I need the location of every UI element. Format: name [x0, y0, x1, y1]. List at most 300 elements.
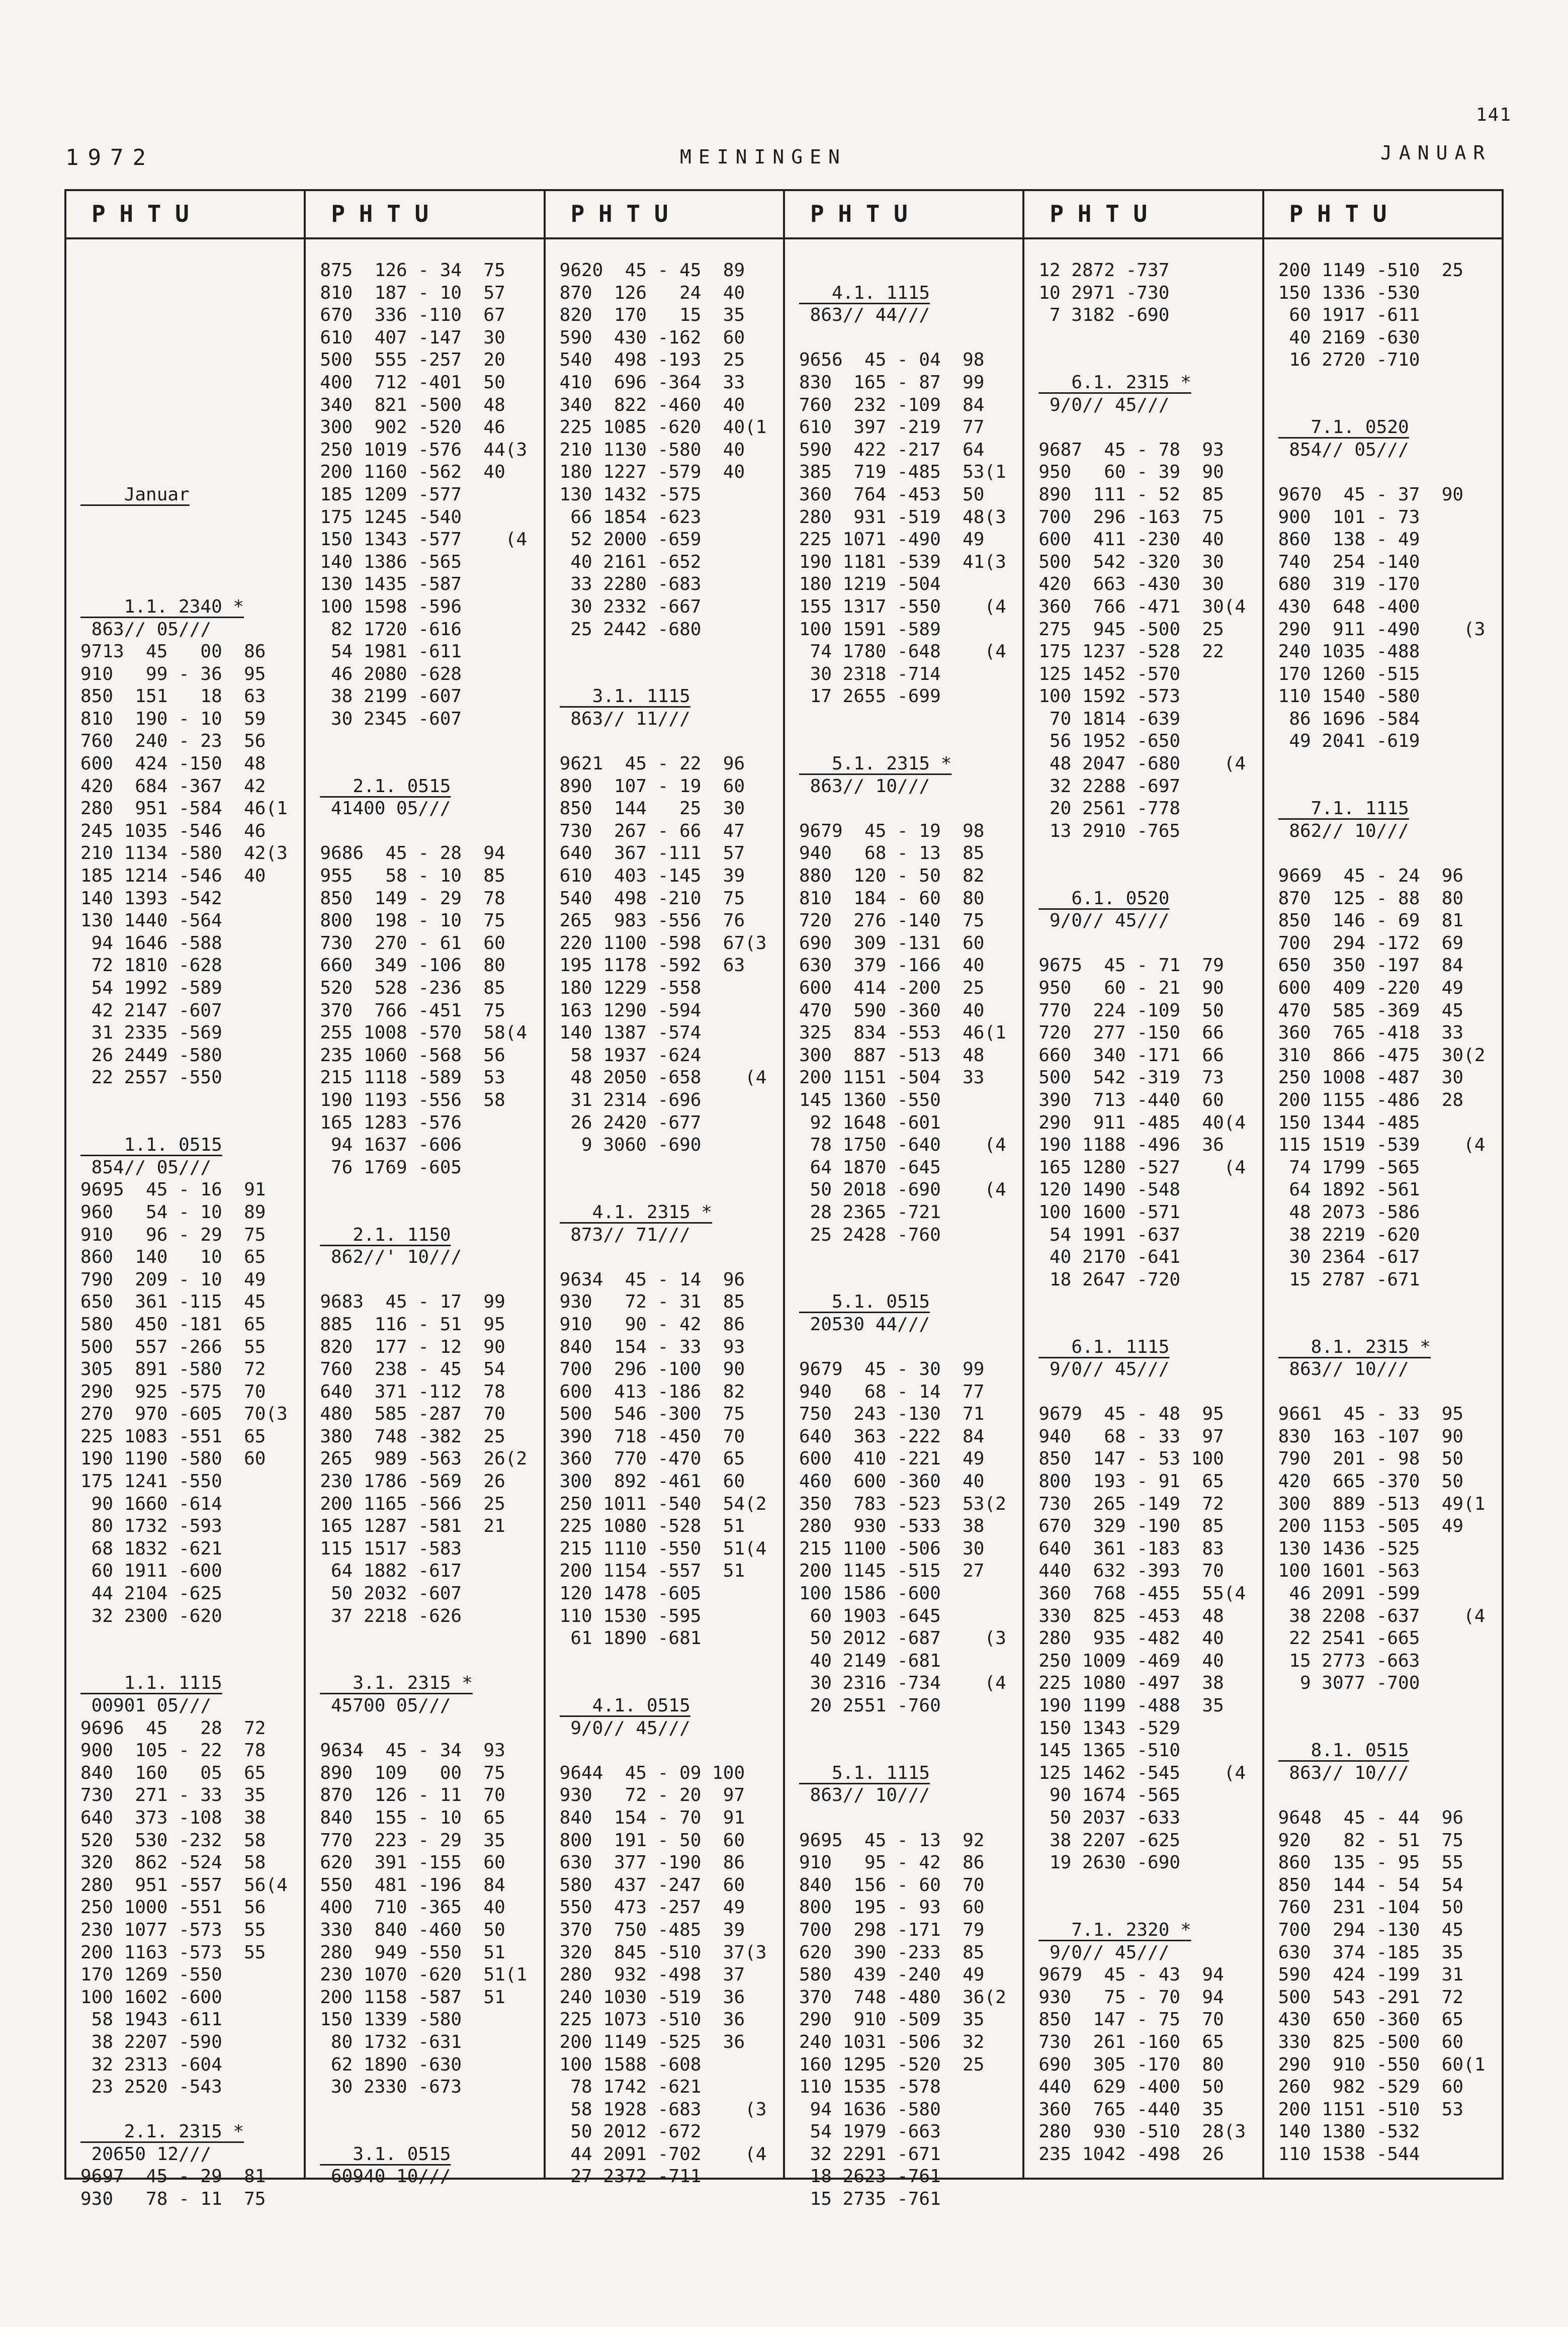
data-row: [560, 1045, 783, 1067]
data-row: [1278, 2009, 1502, 2031]
data-row: [80, 1717, 304, 1740]
data-row-text: 140 1393 -542: [80, 888, 222, 909]
data-row-text: 380 748 -382 25: [320, 1426, 505, 1447]
data-row: [320, 1784, 543, 1807]
data-row-text: 40 2149 -681: [799, 1650, 941, 1671]
data-row-text: 56 1952 -650: [1038, 731, 1181, 752]
data-row: [799, 461, 1022, 484]
data-row: [799, 2076, 1022, 2099]
data-row: [799, 1695, 1022, 1717]
data-row: [799, 2188, 1022, 2211]
data-row: [799, 2031, 1022, 2054]
data-row-text: 265 989 -563 26(2: [320, 1448, 528, 1470]
data-row: [1278, 1784, 1502, 1807]
data-row-text: 290 925 -575 70: [80, 1381, 266, 1402]
data-row-text: 940 68 - 33 97: [1038, 1426, 1224, 1447]
data-row: [560, 1336, 783, 1359]
data-row-text: 37 2218 -626: [320, 1605, 462, 1626]
data-row: [320, 910, 543, 932]
data-row: [80, 820, 304, 843]
data-row-text: 420 684 -367 42: [80, 775, 266, 797]
data-row: [1278, 775, 1502, 798]
data-row-text: 54 1981 -611: [320, 641, 462, 662]
data-row-text: 830 163 -107 90: [1278, 1426, 1464, 1447]
data-row-text: 670 329 -190 85: [1038, 1516, 1224, 1537]
data-row: [560, 394, 783, 417]
data-row: [80, 1807, 304, 1830]
data-row-text: 110 1530 -595: [559, 1605, 702, 1626]
data-row: [560, 1627, 783, 1650]
data-row: [320, 708, 543, 731]
sounding-header-text: 5.1. 0515: [799, 1291, 930, 1313]
data-row: [320, 1942, 543, 1964]
data-row-text: 950 60 - 39 90: [1038, 462, 1224, 483]
data-row: [799, 1179, 1022, 1201]
data-row: [560, 865, 783, 888]
data-row: [80, 619, 304, 641]
data-row: [560, 1583, 783, 1605]
data-row-text: 810 184 - 60 80: [799, 888, 985, 909]
data-row-text: 290 911 -485 40(4: [1038, 1112, 1246, 1133]
data-row: [320, 955, 543, 977]
data-row-text: 810 187 - 10 57: [320, 282, 505, 303]
sounding-header-text: 8.1. 0515: [1278, 1740, 1409, 1761]
data-row-text: 9/0// 45///: [1038, 1942, 1170, 1963]
data-row: [1278, 1987, 1502, 2009]
data-row-text: 220 1100 -598 67(3: [559, 932, 767, 954]
data-row-text: 230 1786 -569 26: [320, 1471, 505, 1492]
data-row-text: 910 90 - 42 86: [559, 1314, 745, 1335]
data-row: [320, 753, 543, 775]
data-row: [1278, 1493, 1502, 1516]
data-row-text: 850 147 - 75 70: [1038, 2009, 1224, 2030]
data-row-text: 290 910 -509 35: [799, 2009, 985, 2030]
data-row: [1038, 461, 1262, 484]
data-row: [320, 416, 543, 439]
data-row-text: 200 1145 -515 27: [799, 1561, 985, 1582]
data-row: [1038, 1381, 1262, 1404]
data-row-text: 60 1903 -645: [799, 1605, 941, 1626]
data-row-text: 20 2551 -760: [799, 1695, 941, 1716]
data-row: [1038, 2076, 1262, 2099]
sounding-header: [1278, 1740, 1502, 1762]
data-row-text: 7 3182 -690: [1038, 305, 1170, 326]
data-row: [320, 461, 543, 484]
data-row-text: 500 555 -257 20: [320, 350, 505, 371]
data-row-text: 520 530 -232 58: [80, 1830, 266, 1851]
data-row: [1038, 1560, 1262, 1583]
data-row-text: 305 891 -580 72: [80, 1359, 266, 1380]
data-row: [799, 730, 1022, 753]
data-row: [80, 1269, 304, 1291]
data-row: [320, 1560, 543, 1583]
data-row: [799, 1448, 1022, 1471]
data-row-text: 840 155 - 10 65: [320, 1807, 505, 1828]
data-row-text: 9634 45 - 34 93: [320, 1740, 505, 1761]
data-row-text: 863// 10///: [1278, 1359, 1409, 1380]
data-row: [799, 1740, 1022, 1762]
data-row: [80, 1964, 304, 1987]
column-body: [546, 239, 783, 2188]
data-row: [1038, 573, 1262, 596]
data-row: [799, 394, 1022, 417]
data-row-text: 600 413 -186 82: [559, 1381, 745, 1402]
data-row-text: 66 1854 -623: [559, 506, 702, 528]
data-row: [1278, 619, 1502, 641]
data-row: [1278, 2076, 1502, 2099]
data-row-text: 863// 10///: [799, 775, 930, 797]
data-row: [1278, 1358, 1502, 1381]
data-row-text: 17 2655 -699: [799, 686, 941, 707]
data-row-text: 540 498 -210 75: [559, 888, 745, 909]
data-row-text: 170 1269 -550: [80, 1964, 222, 1986]
data-row-text: 870 126 - 11 70: [320, 1785, 505, 1806]
data-row-text: 180 1229 -558: [559, 978, 702, 998]
data-row: [799, 775, 1022, 798]
sounding-header: [1038, 372, 1262, 394]
data-row: [560, 1358, 783, 1381]
data-row: [1038, 1246, 1262, 1269]
data-row-text: 9648 45 - 44 96: [1278, 1807, 1464, 1828]
data-row-text: 49 2041 -619: [1278, 731, 1420, 752]
sounding-header-text: 7.1. 0520: [1278, 417, 1409, 438]
data-row-text: 720 277 -150 66: [1038, 1022, 1224, 1044]
data-row-text: 863// 44///: [799, 305, 930, 326]
data-row: [1038, 842, 1262, 865]
data-row-text: 930 78 - 11 75: [80, 2189, 266, 2210]
data-row-text: 50 2012 -672: [559, 2121, 702, 2142]
data-row-text: 370 750 -485 39: [559, 1919, 745, 1940]
data-row-text: 200 1160 -562 40: [320, 462, 505, 483]
data-row-text: 860 140 10 65: [80, 1247, 266, 1268]
data-row: [80, 1471, 304, 1493]
data-row: [560, 977, 783, 1000]
data-row: [1038, 1471, 1262, 1493]
data-row: [320, 2031, 543, 2054]
data-row-text: 225 1085 -620 40(1: [559, 417, 767, 438]
data-row: [1278, 1852, 1502, 1874]
data-row-text: 20 2561 -778: [1038, 798, 1181, 819]
data-row: [320, 1538, 543, 1561]
month-label: JANUAR: [1380, 142, 1492, 164]
data-row-text: 910 96 - 29 75: [80, 1224, 266, 1245]
data-row: [1038, 1201, 1262, 1224]
data-row-text: 910 99 - 36 95: [80, 663, 266, 684]
data-row-text: 225 1080 -528 51: [559, 1516, 745, 1537]
data-row: [320, 1583, 543, 1605]
data-row-text: 185 1209 -577: [320, 484, 462, 505]
data-row: [799, 2054, 1022, 2077]
data-row-text: 320 845 -510 37(3: [559, 1942, 767, 1963]
data-row-text: 26 2420 -677: [559, 1112, 702, 1133]
sounding-header-text: 6.1. 1115: [1038, 1336, 1170, 1357]
data-row: [1038, 2009, 1262, 2031]
data-row: [560, 1291, 783, 1314]
data-row: [320, 1426, 543, 1448]
data-row-text: 270 970 -605 70(3: [80, 1404, 288, 1425]
data-row: [80, 372, 304, 394]
data-row: [80, 1695, 304, 1717]
data-row: [1038, 2143, 1262, 2166]
data-row: [80, 1583, 304, 1605]
data-row: [320, 551, 543, 574]
data-row-text: 770 223 - 29 35: [320, 1830, 505, 1851]
data-row: [1038, 865, 1262, 888]
data-row: [560, 619, 783, 641]
data-row: [1038, 1448, 1262, 1471]
data-row: [320, 2099, 543, 2121]
data-row: [1278, 641, 1502, 663]
data-row-text: 163 1290 -594: [559, 1000, 702, 1021]
sounding-header: [1038, 888, 1262, 910]
data-row-text: 78 1750 -640 (4: [799, 1135, 1006, 1156]
sounding-header: [1038, 1336, 1262, 1359]
data-row-text: 9683 45 - 17 99: [320, 1291, 505, 1313]
data-row: [560, 2031, 783, 2054]
data-row: [1038, 1067, 1262, 1089]
data-row: [80, 1314, 304, 1336]
data-row-text: 700 296 -100 90: [559, 1359, 745, 1380]
data-row: [320, 842, 543, 865]
data-row-text: 94 1646 -588: [80, 932, 222, 954]
data-row: [320, 596, 543, 619]
data-row-text: 400 712 -401 50: [320, 372, 505, 393]
data-row: [1278, 529, 1502, 551]
data-row-text: 30 2332 -667: [559, 596, 702, 617]
data-row-text: 165 1280 -527 (4: [1038, 1157, 1246, 1178]
data-row-text: 820 170 15 35: [559, 305, 745, 326]
data-row-text: 9686 45 - 28 94: [320, 843, 505, 864]
data-row-text: 800 193 - 91 65: [1038, 1471, 1224, 1492]
data-row: [1038, 2099, 1262, 2121]
data-row: [80, 1515, 304, 1538]
data-row: [560, 282, 783, 305]
data-row-text: 9634 45 - 14 96: [559, 1269, 745, 1290]
sounding-header-text: 5.1. 2315 *: [799, 753, 952, 774]
data-row: [799, 304, 1022, 327]
data-row: [80, 2188, 304, 2211]
data-row-text: 19 2630 -690: [1038, 1852, 1181, 1873]
data-row-text: 950 60 - 21 90: [1038, 978, 1224, 998]
data-row: [560, 842, 783, 865]
data-row-text: 68 1832 -621: [80, 1538, 222, 1559]
data-row: [560, 551, 783, 574]
data-row: [80, 304, 304, 327]
data-row: [1278, 708, 1502, 731]
data-row-text: 890 111 - 52 85: [1038, 484, 1224, 505]
data-row: [560, 753, 783, 775]
data-row-text: 30 2316 -734 (4: [799, 1673, 1006, 1694]
data-row-text: 00901 05///: [80, 1695, 212, 1716]
data-row: [80, 1987, 304, 2009]
data-row: [560, 2121, 783, 2143]
data-row: [799, 2166, 1022, 2188]
data-row: [1038, 1964, 1262, 1987]
data-row: [560, 1919, 783, 1942]
data-row: [1278, 349, 1502, 372]
data-row-text: 730 270 - 61 60: [320, 932, 505, 954]
data-row-text: 38 2207 -590: [80, 2031, 222, 2052]
data-row-text: 46 2080 -628: [320, 663, 462, 684]
data-row: [799, 1134, 1022, 1157]
data-row: [320, 1269, 543, 1291]
data-row-text: 550 473 -257 49: [559, 1897, 745, 1918]
data-row: [560, 506, 783, 529]
data-row: [1038, 529, 1262, 551]
data-row-text: 50 2037 -633: [1038, 1807, 1181, 1828]
data-row-text: 500 542 -320 30: [1038, 551, 1224, 572]
data-row: [560, 2009, 783, 2031]
data-row-text: 280 930 -533 38: [799, 1516, 985, 1537]
data-row-text: 190 1181 -539 41(3: [799, 551, 1006, 572]
data-row-text: 670 336 -110 67: [320, 305, 505, 326]
data-row-text: 500 542 -319 73: [1038, 1067, 1224, 1088]
data-row: [799, 1897, 1022, 1919]
data-row-text: 120 1478 -605: [559, 1583, 702, 1604]
data-row-text: 480 585 -287 70: [320, 1404, 505, 1425]
data-row-text: 20650 12///: [80, 2143, 212, 2165]
data-row: [1038, 1134, 1262, 1157]
data-row-text: 410 696 -364 33: [559, 372, 745, 393]
data-row: [1278, 1830, 1502, 1852]
data-row-text: 660 340 -171 66: [1038, 1045, 1224, 1066]
data-row: [80, 955, 304, 977]
data-row: [1278, 573, 1502, 596]
data-row-text: 600 424 -150 48: [80, 753, 266, 774]
data-row: [560, 730, 783, 753]
sounding-header: [799, 1291, 1022, 1314]
data-row: [80, 775, 304, 798]
data-row: [320, 1448, 543, 1471]
data-row: [320, 1157, 543, 1179]
data-row-text: 64 1870 -645: [799, 1157, 941, 1178]
column-header: P H T U: [546, 191, 783, 239]
data-row: [1038, 2054, 1262, 2077]
data-row: [80, 1605, 304, 1628]
sounding-header: [1278, 416, 1502, 439]
data-row: [799, 1269, 1022, 1291]
data-row: [560, 1784, 783, 1807]
data-row-text: 92 1648 -601: [799, 1112, 941, 1133]
data-row: [1038, 1830, 1262, 1852]
data-row: [1038, 1627, 1262, 1650]
data-row: [799, 573, 1022, 596]
data-row-text: 9670 45 - 37 90: [1278, 484, 1464, 505]
data-row-text: 225 1073 -510 36: [559, 2009, 745, 2030]
data-row-text: 300 889 -513 49(1: [1278, 1493, 1486, 1514]
sounding-header-text: 3.1. 0515: [320, 2143, 451, 2165]
data-row-text: 720 276 -140 75: [799, 910, 985, 931]
data-row: [1278, 730, 1502, 753]
data-row: [1278, 910, 1502, 932]
data-row-text: 650 350 -197 84: [1278, 955, 1464, 976]
data-row: [1038, 439, 1262, 462]
data-row: [799, 1964, 1022, 1987]
data-row-text: 640 361 -183 83: [1038, 1538, 1224, 1559]
data-row: [80, 1784, 304, 1807]
sounding-header: [80, 596, 304, 619]
data-row-text: 25 2442 -680: [559, 619, 702, 640]
data-row: [1278, 1538, 1502, 1561]
data-row-text: 580 439 -240 49: [799, 1964, 985, 1986]
data-row: [1038, 2121, 1262, 2143]
data-row-text: 72 1810 -628: [80, 955, 222, 976]
data-row: [320, 1919, 543, 1942]
data-row-text: 280 951 -557 56(4: [80, 1874, 288, 1895]
data-row: [560, 888, 783, 910]
data-row: [80, 1942, 304, 1964]
data-row: [799, 327, 1022, 350]
data-row: [560, 573, 783, 596]
data-row-text: 32 2313 -604: [80, 2054, 222, 2075]
data-row: [320, 1291, 543, 1314]
data-row: [1278, 842, 1502, 865]
data-row-text: 820 177 - 12 90: [320, 1336, 505, 1357]
data-row-text: 38 2199 -607: [320, 686, 462, 707]
data-row-text: 280 951 -584 46(1: [80, 798, 288, 819]
data-row-text: 800 198 - 10 75: [320, 910, 505, 931]
data-row: [560, 416, 783, 439]
table-column: [1024, 191, 1264, 2178]
data-row: [1278, 2099, 1502, 2121]
data-row-text: 310 866 -475 30(2: [1278, 1045, 1486, 1066]
data-row: [80, 842, 304, 865]
data-row-text: 200 1165 -566 25: [320, 1493, 505, 1514]
data-row: [1278, 1605, 1502, 1628]
data-row: [80, 260, 304, 282]
data-row: [320, 1067, 543, 1089]
data-row-text: 9679 45 - 48 95: [1038, 1404, 1224, 1425]
data-row-text: 54 1992 -589: [80, 978, 222, 998]
data-row: [1278, 753, 1502, 775]
data-row-text: 130 1435 -587: [320, 574, 462, 595]
data-row: [799, 798, 1022, 820]
sounding-header: [560, 1201, 783, 1224]
data-row-text: 15 2787 -671: [1278, 1269, 1420, 1290]
data-row: [1038, 1784, 1262, 1807]
data-row: [320, 304, 543, 327]
data-row-text: 370 748 -480 36(2: [799, 1987, 1006, 2008]
data-row-text: 250 1000 -551 56: [80, 1897, 266, 1918]
data-row-text: 42 2147 -607: [80, 1000, 222, 1021]
data-row-text: 82 1720 -616: [320, 619, 462, 640]
data-row-text: 500 546 -300 75: [559, 1404, 745, 1425]
data-row: [560, 1448, 783, 1471]
data-row: [1278, 394, 1502, 417]
data-row: [80, 1358, 304, 1381]
data-row-text: 630 374 -185 35: [1278, 1942, 1464, 1963]
sounding-header-text: 2.1. 0515: [320, 775, 451, 797]
data-row-text: 275 945 -500 25: [1038, 619, 1224, 640]
data-row-text: 235 1042 -498 26: [1038, 2143, 1224, 2165]
data-row: [560, 1672, 783, 1695]
data-row: [560, 1022, 783, 1045]
table-column: [66, 191, 306, 2210]
data-row-text: 9697 45 - 29 81: [80, 2166, 266, 2187]
data-row-text: 130 1432 -575: [559, 484, 702, 505]
data-row: [320, 1336, 543, 1359]
data-row-text: 255 1008 -570 58(4: [320, 1022, 528, 1044]
data-row: [1038, 551, 1262, 574]
data-row: [799, 977, 1022, 1000]
data-row-text: 190 1188 -496 36: [1038, 1135, 1224, 1156]
data-row: [1278, 663, 1502, 686]
data-row-text: 100 1586 -600: [799, 1583, 941, 1604]
data-row: [80, 573, 304, 596]
data-row: [799, 2143, 1022, 2166]
table-column: [306, 191, 545, 2187]
data-row-text: 180 1227 -579 40: [559, 462, 745, 483]
